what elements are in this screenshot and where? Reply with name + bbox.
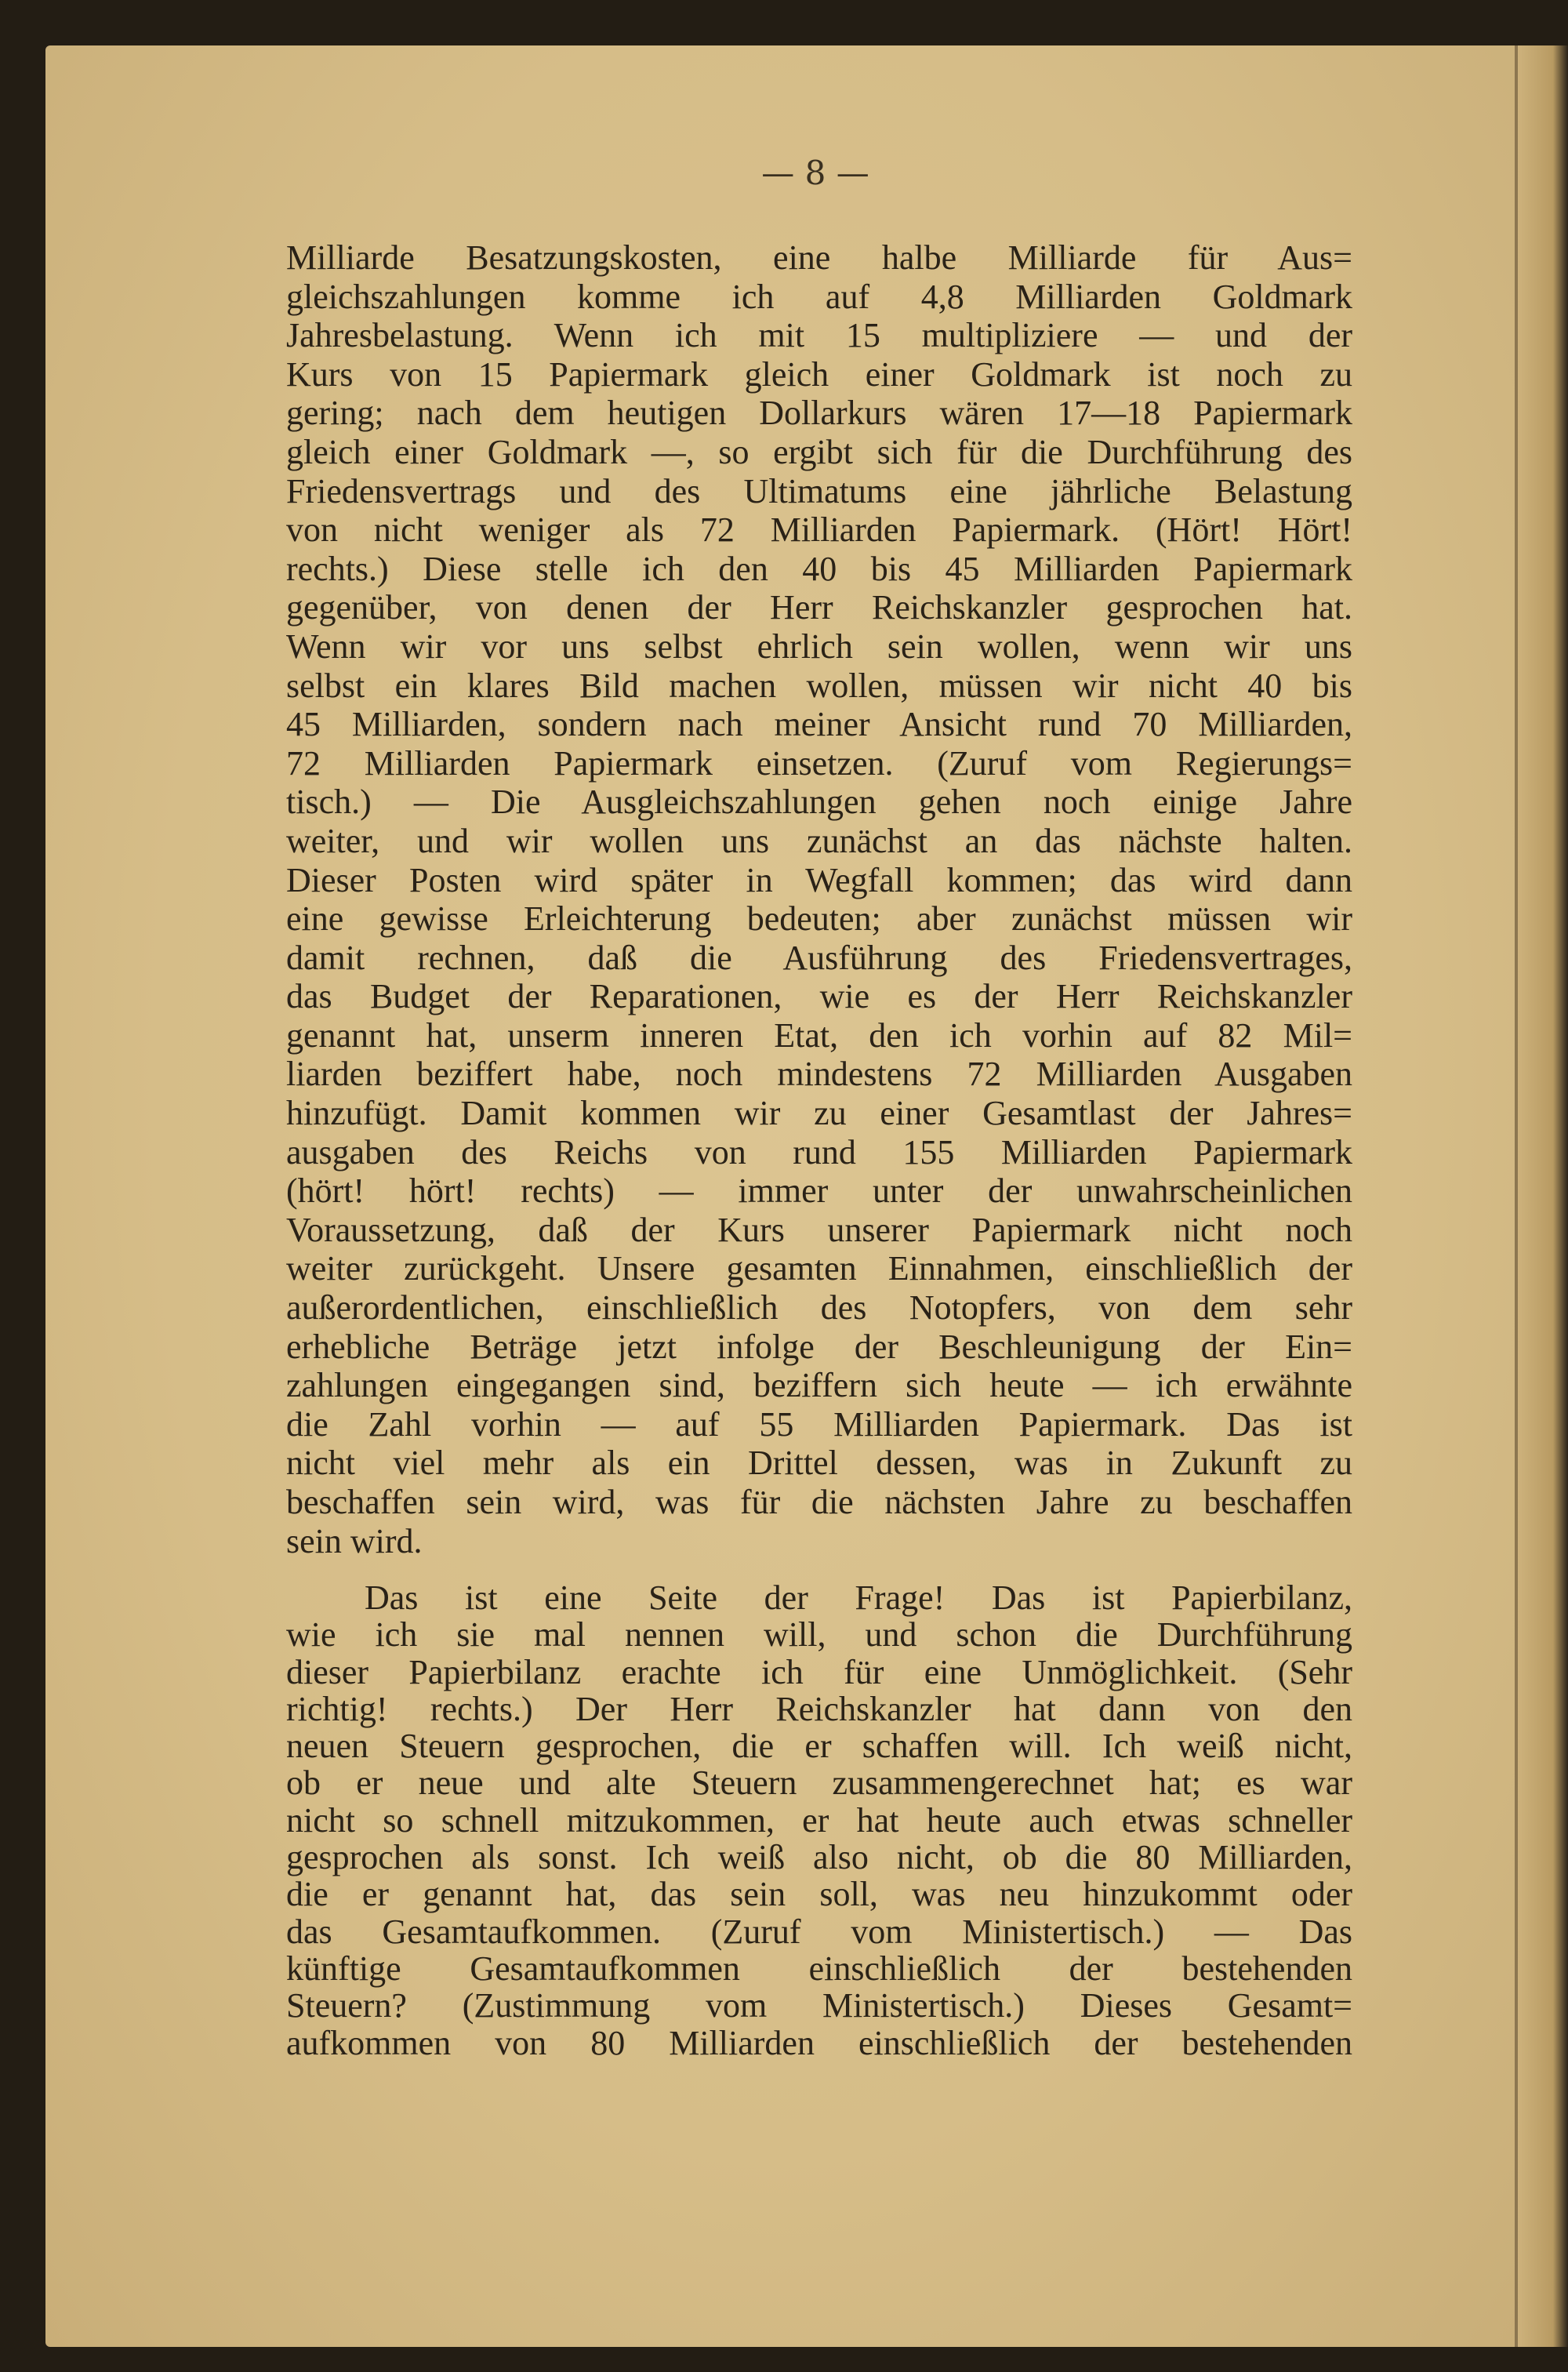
text-line: nicht so schnell mitzukommen, er hat heute auch etwas schneller xyxy=(286,1800,1352,1840)
text-line: Friedensvertrags und des Ultimatums eine jährliche Belastung xyxy=(286,471,1352,510)
text-line: von nicht weniger als 72 Milliarden Papiermark. (Hört! Hört! xyxy=(286,510,1352,550)
text-line: künftige Gesamtaufkommen einschließlich der bestehenden xyxy=(286,1949,1352,1988)
text-line: gesprochen als sonst. Ich weiß also nicht, ob die 80 Milliarden, xyxy=(286,1838,1352,1877)
paragraph-2 xyxy=(286,1579,1352,2061)
text-line: ausgaben des Reichs von rund 155 Milliarden Papiermark xyxy=(286,1132,1352,1171)
text-line: gegenüber, von denen der Herr Reichskanzler gesprochen hat. xyxy=(286,588,1352,627)
text-line: beschaffen sein wird, was für die nächsten Jahre zu beschaffen xyxy=(286,1483,1352,1521)
text-line: neuen Steuern gesprochen, die er schaffen will. Ich weiß nicht, xyxy=(286,1727,1352,1766)
text-line: weiter zurückgeht. Unsere gesamten Einnahmen, einschließlich der xyxy=(286,1249,1352,1288)
text-line: Steuern? (Zustimmung vom Ministertisch.) Dieses Gesamt= xyxy=(286,1986,1352,2025)
text-line: weiter, und wir wollen uns zunächst an das nächste halten. xyxy=(286,821,1352,860)
text-line: gering; nach dem heutigen Dollarkurs wären 17—18 Papiermark xyxy=(286,394,1352,433)
text-line: rechts.) Diese stelle ich den 40 bis 45 Milliarden Papiermark xyxy=(286,549,1352,588)
text-line: Dieser Posten wird später in Wegfall kommen; das wird dann xyxy=(286,860,1352,899)
text-line: 72 Milliarden Papiermark einsetzen. (Zuruf vom Regierungs= xyxy=(286,743,1352,783)
text-line: 45 Milliarden, sondern nach meiner Ansicht rund 70 Milliarden, xyxy=(286,705,1352,744)
text-line: aufkommen von 80 Milliarden einschließlich der bestehenden xyxy=(286,2023,1352,2062)
text-line: Voraussetzung, daß der Kurs unserer Papiermark nicht noch xyxy=(286,1210,1352,1249)
text-line: die er genannt hat, das sein soll, was neu hinzukommt oder xyxy=(286,1875,1352,1914)
text-line: genannt hat, unserm inneren Etat, den ich vorhin auf 82 Mil= xyxy=(286,1015,1352,1055)
text-line: außerordentlichen, einschließlich des Notopfers, von dem sehr xyxy=(286,1288,1352,1328)
text-line: das Budget der Reparationen, wie es der Herr Reichskanzler xyxy=(286,977,1352,1016)
text-line: gleich einer Goldmark —, so ergibt sich für die Durchführung des xyxy=(286,432,1352,471)
text-line: tisch.) — Die Ausgleichszahlungen gehen noch einige Jahre xyxy=(286,783,1352,822)
paragraph-1 xyxy=(286,238,1352,1560)
text-line: Kurs von 15 Papiermark gleich einer Goldmark ist noch zu xyxy=(286,354,1352,394)
text-line: Jahresbelastung. Wenn ich mit 15 multipliziere — und der xyxy=(286,316,1352,355)
text-line: Das ist eine Seite der Frage! Das ist Papierbilanz, xyxy=(365,1578,1352,1617)
text-line: die Zahl vorhin — auf 55 Milliarden Papiermark. Das ist xyxy=(286,1404,1352,1444)
text-line: wie ich sie mal nennen will, und schon die Durchführung xyxy=(286,1615,1352,1655)
text-line: das Gesamtaufkommen. (Zuruf vom Ministertisch.) — Das xyxy=(286,1912,1352,1951)
text-line: liarden beziffert habe, noch mindestens 72 Milliarden Ausgaben xyxy=(286,1055,1352,1094)
text-line: damit rechnen, daß die Ausführung des Friedensvertrages, xyxy=(286,938,1352,977)
text-line: selbst ein klares Bild machen wollen, müssen wir nicht 40 bis xyxy=(286,666,1352,705)
page-number: — 8 — xyxy=(761,154,869,192)
facing-page-edge xyxy=(1518,45,1568,2347)
text-line: erhebliche Beträge jetzt infolge der Beschleunigung der Ein= xyxy=(286,1327,1352,1366)
text-line: hinzufügt. Damit kommen wir zu einer Gesamtlast der Jahres= xyxy=(286,1094,1352,1133)
text-line: Milliarde Besatzungskosten, eine halbe Milliarde für Aus= xyxy=(286,238,1352,277)
text-line: gleichszahlungen komme ich auf 4,8 Milliarden Goldmark xyxy=(286,277,1352,316)
text-line: zahlungen eingegangen sind, beziffern sich heute — ich erwähnte xyxy=(286,1366,1352,1405)
text-line: ob er neue und alte Steuern zusammengerechnet hat; es war xyxy=(286,1764,1352,1803)
text-line: sein wird. xyxy=(286,1521,423,1560)
text-line: (hört! hört! rechts) — immer unter der unwahrscheinlichen xyxy=(286,1171,1352,1211)
text-line: Wenn wir vor uns selbst ehrlich sein wollen, wenn wir uns xyxy=(286,627,1352,666)
text-line: nicht viel mehr als ein Drittel dessen, was in Zukunft zu xyxy=(286,1444,1352,1483)
text-line: richtig! rechts.) Der Herr Reichskanzler hat dann von den xyxy=(286,1689,1352,1728)
text-line: eine gewisse Erleichterung bedeuten; aber zunächst müssen wir xyxy=(286,899,1352,939)
text-line: dieser Papierbilanz erachte ich für eine Unmöglichkeit. (Sehr xyxy=(286,1652,1352,1691)
